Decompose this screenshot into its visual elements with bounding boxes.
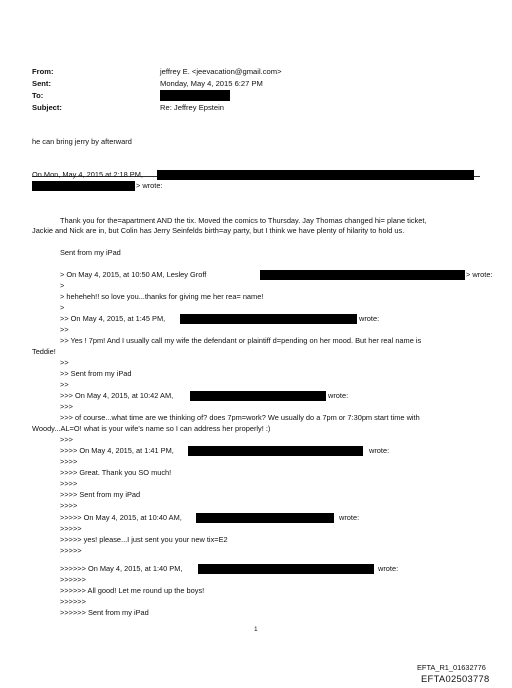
- quote-intro-2: > wrote:: [136, 181, 163, 190]
- q3-redaction: [190, 391, 326, 401]
- q3-head: >>> On May 4, 2015, at 10:42 AM,: [60, 391, 174, 400]
- q5-redaction: [196, 513, 334, 523]
- q2-gt3: >>: [60, 380, 69, 389]
- subject-label: Subject:: [32, 103, 62, 112]
- q5-head: >>>>> On May 4, 2015, at 10:40 AM,: [60, 513, 182, 522]
- quote-intro-redaction-1: [157, 170, 474, 180]
- q6-sent: >>>>>> Sent from my iPad: [60, 608, 149, 617]
- q1-redaction: [260, 270, 465, 280]
- q5-wrote: wrote:: [339, 513, 360, 522]
- q3-wrote: wrote:: [328, 391, 349, 400]
- page-number: 1: [254, 626, 258, 633]
- para-1b: Jackie and Nick are in, but Colin has Jerry Seinfelds birth=ay party, but I think we have plenty of hilarity to hold us.: [32, 226, 405, 235]
- q2-gt2: >>: [60, 358, 69, 367]
- q2-head: >> On May 4, 2015, at 1:45 PM,: [60, 314, 166, 323]
- quote-intro-redaction-2: [32, 181, 135, 191]
- q2-sent: >> Sent from my iPad: [60, 369, 132, 378]
- q4-wrote: wrote:: [369, 446, 390, 455]
- q4-redaction: [188, 446, 363, 456]
- from-label: From:: [32, 67, 54, 76]
- subject-value: Re: Jeffrey Epstein: [160, 103, 225, 112]
- q5-gt: >>>>>: [60, 524, 82, 533]
- q6-redaction: [198, 564, 374, 574]
- q3-gt: >>>: [60, 402, 73, 411]
- q1-head: > On May 4, 2015, at 10:50 AM, Lesley Groff: [60, 270, 207, 279]
- q5-text: >>>>> yes! please...I just sent you your new tix=E2: [60, 535, 228, 544]
- q1-gt2: >: [60, 303, 65, 312]
- footer-id-big: EFTA02503778: [421, 673, 490, 684]
- q2-text-a: >> Yes ! 7pm! And I usually call my wife the defendant or plaintiff d=pending on her mood. But her real name is: [60, 336, 422, 345]
- q1-wrote: > wrote:: [466, 270, 493, 279]
- q4-gt2: >>>>: [60, 479, 78, 488]
- q5-gt2: >>>>>: [60, 546, 82, 555]
- q4-head: >>>> On May 4, 2015, at 1:41 PM,: [60, 446, 174, 455]
- sent-value: Monday, May 4, 2015 6:27 PM: [160, 79, 263, 88]
- q4-sent: >>>> Sent from my iPad: [60, 490, 141, 499]
- from-value: jeffrey E. <jeevacation@gmail.com>: [160, 67, 282, 76]
- q6-text: >>>>>> All good! Let me round up the boys!: [60, 586, 205, 595]
- to-label: To:: [32, 91, 44, 100]
- q3-text-b: Woody...AL=O! what is your wife's name so I can address her properly! :): [32, 424, 271, 433]
- q2-text-b: Teddie!: [32, 347, 56, 356]
- sent-from-ipad-1: Sent from my iPad: [60, 248, 121, 257]
- q1-gt: >: [60, 281, 65, 290]
- q6-head: >>>>>> On May 4, 2015, at 1:40 PM,: [60, 564, 183, 573]
- footer-id-small: EFTA_R1_01632776: [417, 663, 486, 672]
- q3-text-a: >>> of course...what time are we thinking of? does 7pm=work? We usually do a 7pm or 7:30pm start time with: [60, 413, 420, 422]
- q2-gt: >>: [60, 325, 69, 334]
- q6-gt2: >>>>>>: [60, 597, 86, 606]
- q4-gt: >>>>: [60, 457, 78, 466]
- sent-label: Sent:: [32, 79, 51, 88]
- q4-gt3: >>>>: [60, 501, 78, 510]
- para-1a: Thank you for the=apartment AND the tix. Moved the comics to Thursday. Jay Thomas changed hi= plane ticket,: [60, 216, 427, 225]
- q6-wrote: wrote:: [378, 564, 399, 573]
- q4-text: >>>> Great. Thank you SO much!: [60, 468, 172, 477]
- reply-line: he can bring jerry by afterward: [32, 137, 132, 146]
- q6-gt: >>>>>>: [60, 575, 86, 584]
- q2-redaction: [180, 314, 357, 324]
- q3-gt2: >>>: [60, 435, 73, 444]
- quote-intro-1: On Mon, May 4, 2015 at 2:18 PM,: [32, 170, 143, 179]
- q1-text: > heheheh!! so love you...thanks for giving me her rea= name!: [60, 292, 264, 301]
- to-redaction: [160, 90, 230, 101]
- q2-wrote: wrote:: [359, 314, 380, 323]
